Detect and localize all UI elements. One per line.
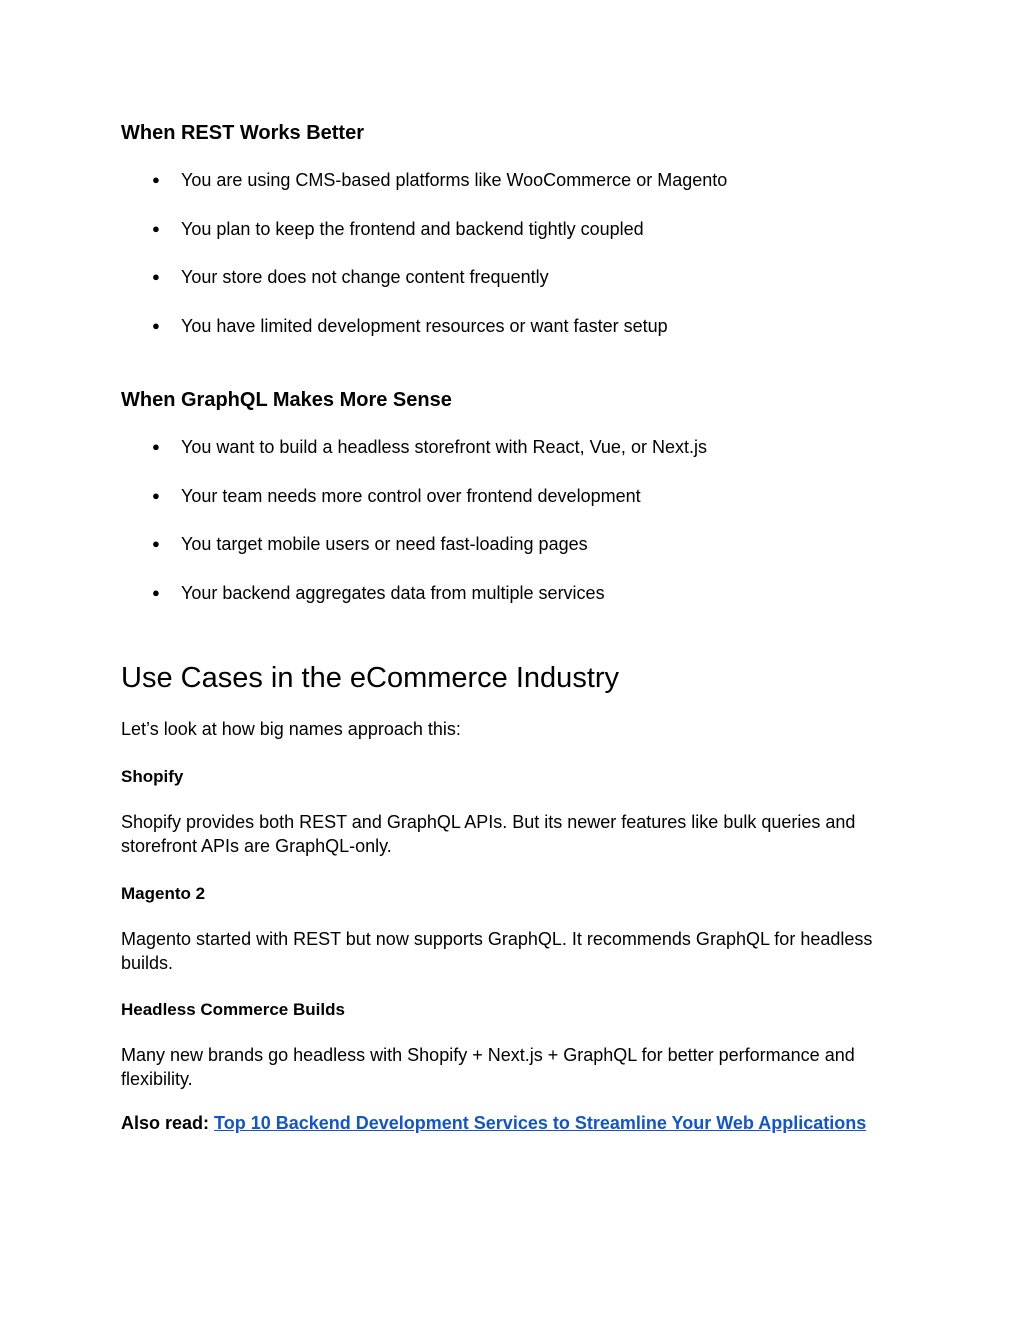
bullet-icon: ● [152, 172, 160, 187]
list-item-text: You are using CMS-based platforms like WooCommerce or Magento [181, 170, 728, 190]
also-read-label: Also read: [121, 1113, 210, 1133]
bullet-icon: ● [152, 318, 160, 333]
use-cases-heading: Use Cases in the eCommerce Industry [121, 662, 620, 694]
bullet-icon: ● [152, 488, 160, 503]
also-read-link[interactable]: Top 10 Backend Development Services to Streamline Your Web Applications [214, 1113, 867, 1133]
bullet-icon: ● [152, 585, 160, 600]
shopify-paragraph: Shopify provides both REST and GraphQL APIs. But its newer features like bulk queries and storefront APIs are GraphQL-only. [121, 812, 856, 856]
bullet-icon: ● [152, 221, 160, 236]
list-item-text: You plan to keep the frontend and backend tightly coupled [181, 219, 644, 239]
rest-section-heading: When REST Works Better [121, 122, 364, 144]
list-item-text: You target mobile users or need fast-loading pages [181, 534, 588, 554]
bullet-icon: ● [152, 439, 160, 454]
graphql-section-heading: When GraphQL Makes More Sense [121, 389, 452, 411]
magento-title: Magento 2 [121, 884, 206, 903]
headless-paragraph: Many new brands go headless with Shopify + Next.js + GraphQL for better performance and flexibility. [121, 1045, 855, 1089]
list-item-text: You want to build a headless storefront with React, Vue, or Next.js [181, 437, 707, 457]
list-item-text: Your team needs more control over frontend development [181, 486, 641, 506]
list-item-text: You have limited development resources or want faster setup [181, 316, 668, 336]
use-cases-intro: Let’s look at how big names approach this: [121, 719, 461, 739]
magento-paragraph: Magento started with REST but now supports GraphQL. It recommends GraphQL for headless builds. [121, 929, 873, 973]
list-item-text: Your store does not change content frequently [181, 267, 549, 287]
bullet-icon: ● [152, 536, 160, 551]
shopify-title: Shopify [121, 767, 184, 786]
list-item-text: Your backend aggregates data from multiple services [181, 583, 605, 603]
also-read-line [121, 1111, 866, 1135]
headless-title: Headless Commerce Builds [121, 1000, 345, 1019]
bullet-icon: ● [152, 269, 160, 284]
